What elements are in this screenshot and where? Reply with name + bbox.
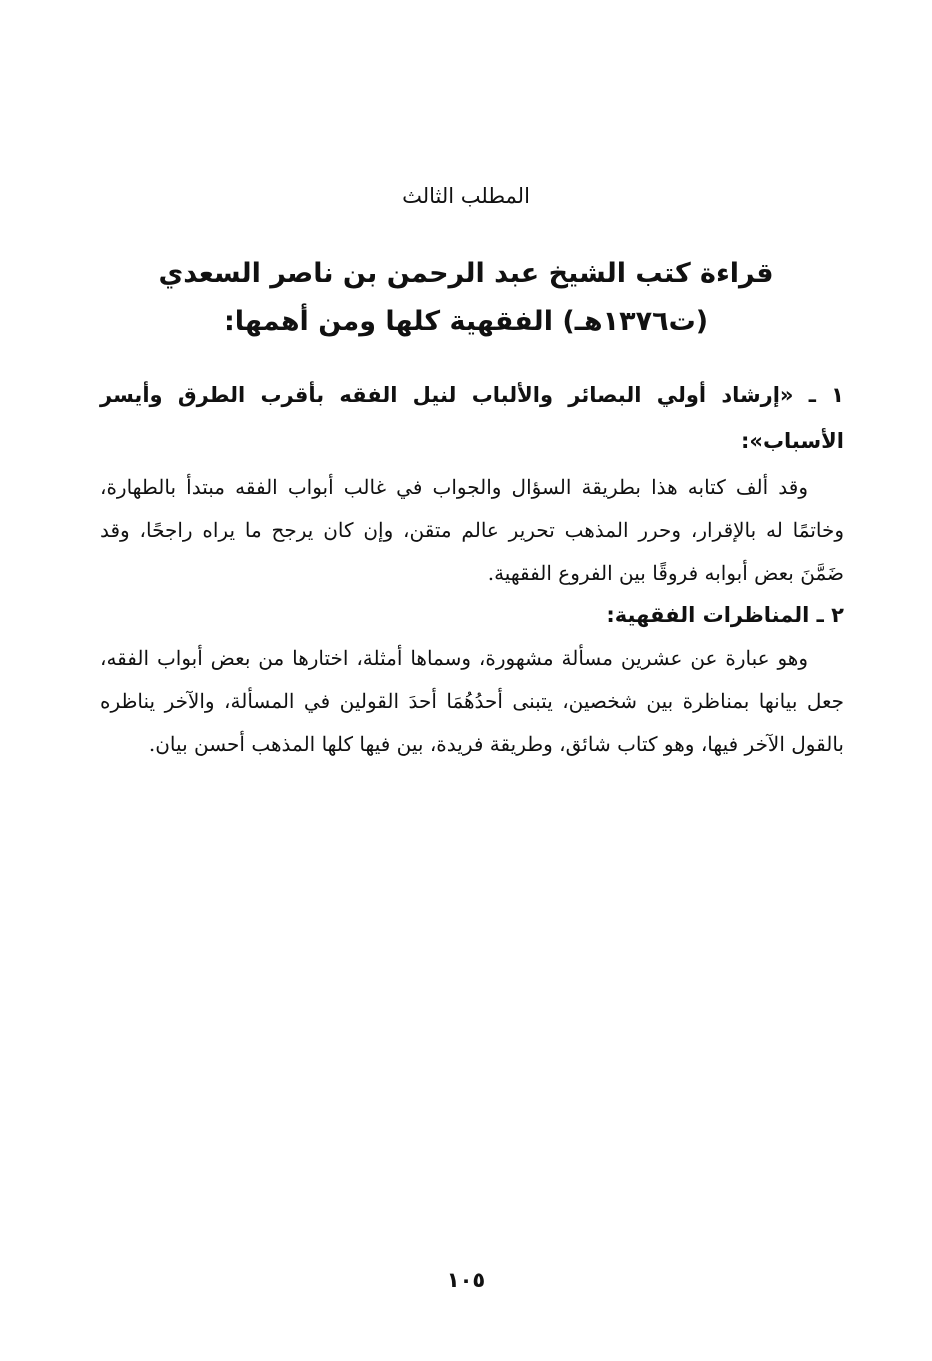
page-title: قراءة كتب الشيخ عبد الرحمن بن ناصر السعدي (ت١٣٧٦هـ) الفقهية كلها ومن أهمها:: [158, 258, 774, 337]
page-content: [100, 372, 844, 766]
item-heading-1: ١ ـ «إرشاد أولي البصائر والألباب لنيل الفقه بأقرب الطرق وأيسر الأسباب»:: [100, 383, 844, 453]
item-paragraph-2: وهو عبارة عن عشرين مسألة مشهورة، وسماها أمثلة، اختارها من بعض أبواب الفقه، جعل بيانها بمناظرة بين شخصين، يتبنى أحدُهُمَا أحدَ القولين في المسألة، والآخر يناظره بالقول الآخر فيها، وهو كتاب شائق، وطريقة فريدة، بين فيها كلها المذهب أحسن بيان.: [100, 646, 844, 756]
item-heading-2: ٢ ـ المناظرات الفقهية:: [606, 603, 844, 627]
section-label: المطلب الثالث: [402, 184, 530, 208]
page-number: ١٠٥: [446, 1268, 486, 1292]
item-paragraph-1: وقد ألف كتابه هذا بطريقة السؤال والجواب في غالب أبواب الفقه مبتدأ بالطهارة، وخاتمًا له بالإقرار، وحرر المذهب تحرير عالم متقن، وإن كان يرجح ما يراه راجحًا، وقد ضَمَّنَ بعض أبوابه فروقًا بين الفروع الفقهية.: [100, 475, 844, 585]
